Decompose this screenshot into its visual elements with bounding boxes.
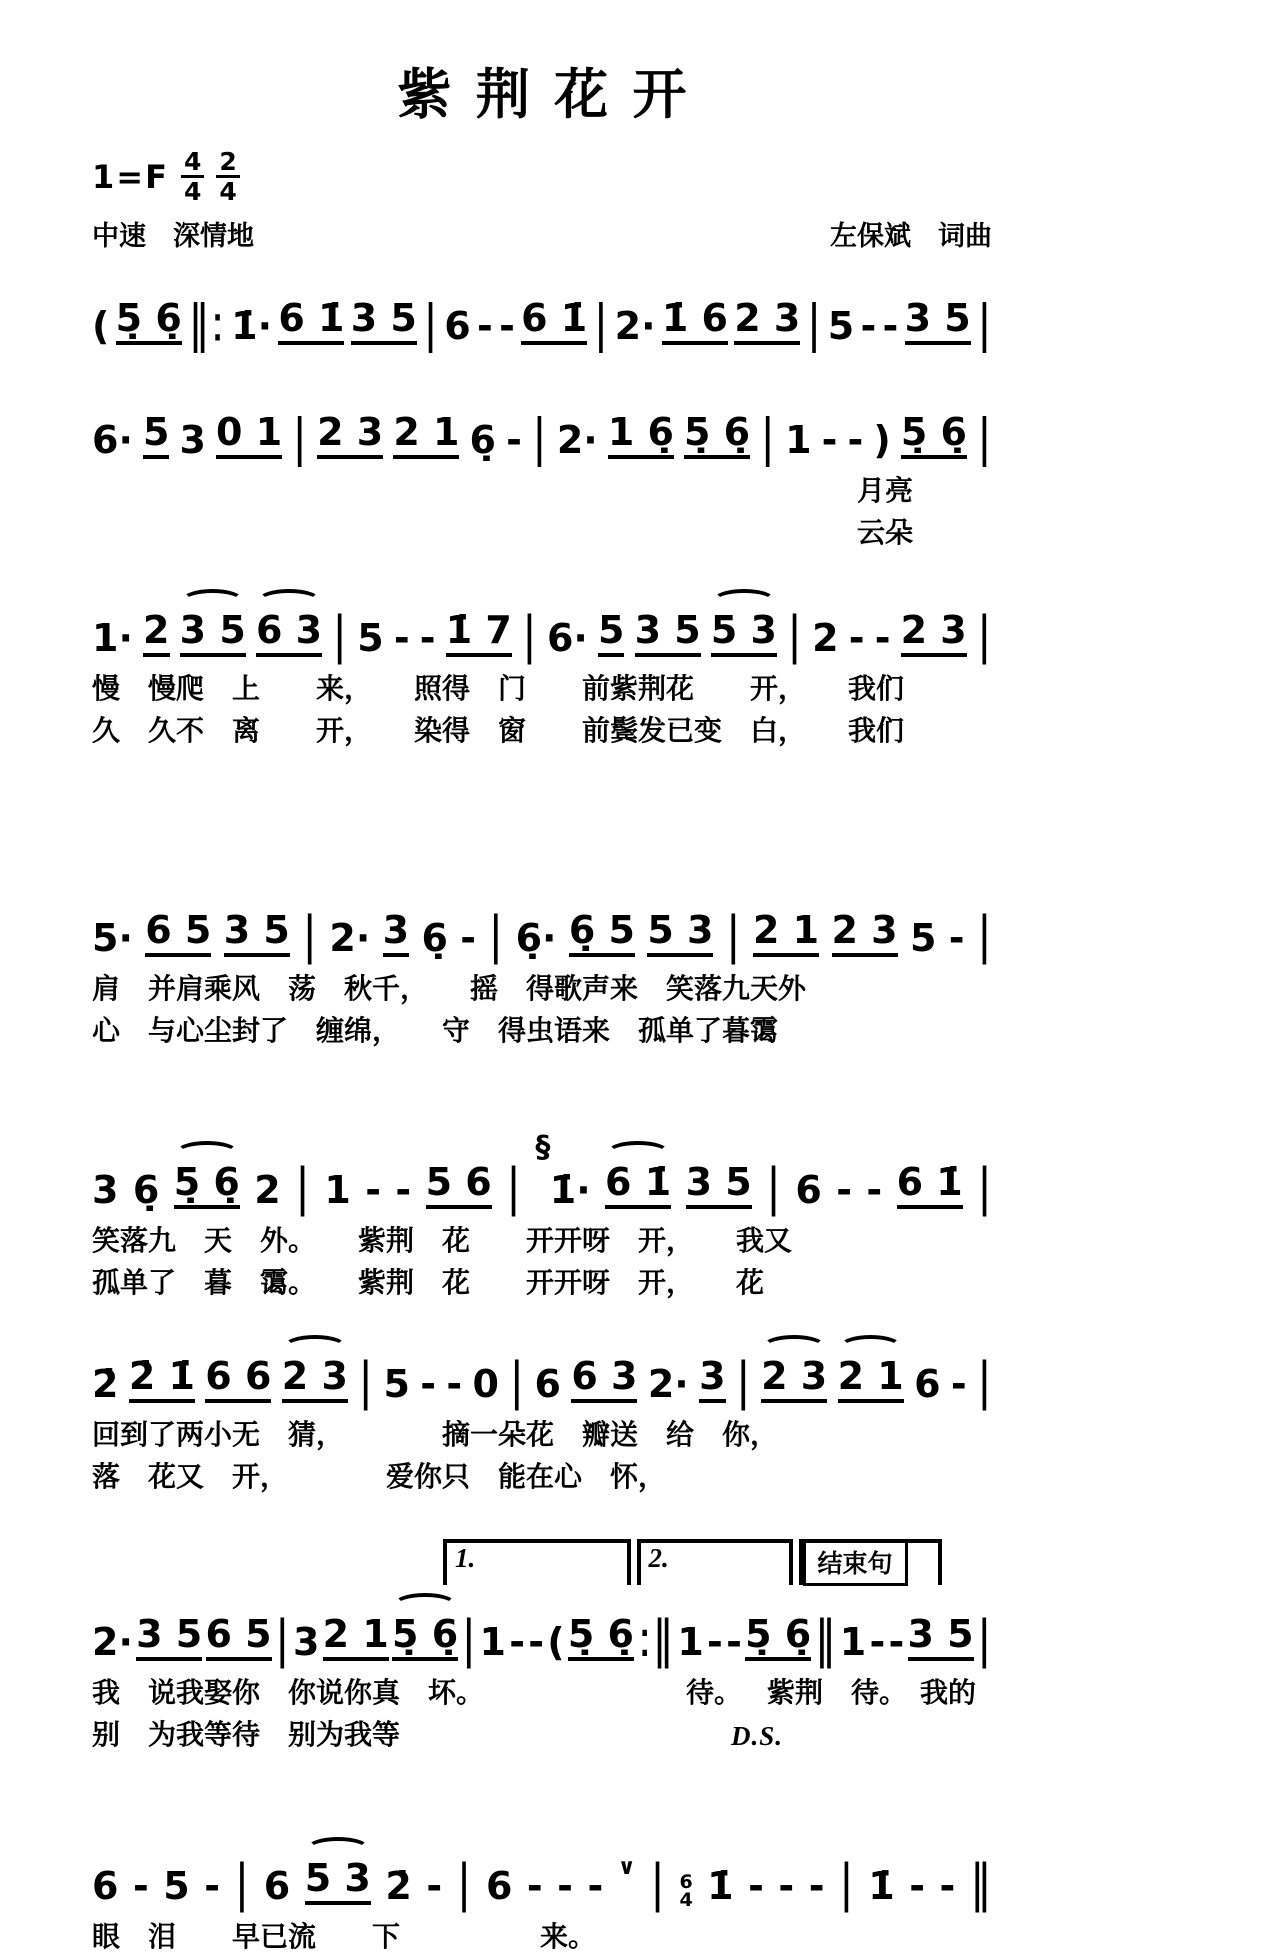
music-token: -: [882, 304, 899, 348]
music-token: -: [528, 1620, 545, 1664]
time-signature-1: [181, 149, 204, 204]
lyric-text: 笑落九 天 外。 紫荆 花 开开呀 开， 我又: [92, 1226, 793, 1257]
barline: |: [787, 606, 802, 665]
music-token: 1̇·: [549, 1168, 591, 1212]
volta-label: 2.: [648, 1543, 669, 1573]
music-token: 2 1: [838, 1357, 904, 1403]
music-token: 1: [479, 1620, 506, 1664]
music-token: 2: [812, 616, 839, 660]
music-token: 2 3: [832, 911, 898, 957]
music-token: 5: [143, 413, 169, 459]
music-token: 0: [472, 1362, 499, 1406]
music-line: [92, 269, 992, 357]
lyric-row: [92, 1011, 992, 1053]
music-system: [92, 383, 992, 555]
music-token: 6̣: [469, 418, 496, 462]
music-token: 3: [699, 1357, 725, 1403]
lyric-row: [92, 513, 992, 555]
lyric-row: [92, 669, 992, 711]
music-token: 2 1: [323, 1615, 389, 1661]
meter-change: 6 4: [679, 1870, 693, 1911]
music-token: 5 3: [711, 611, 777, 657]
barline: |: [509, 1352, 525, 1411]
music-token: 6̣: [132, 1168, 160, 1212]
music-token: 5 3: [305, 1859, 371, 1905]
music-token: 3 5: [908, 1615, 974, 1661]
barline: ‖:: [188, 294, 225, 353]
barline: |: [302, 906, 318, 965]
music-token: 6: [92, 1864, 119, 1908]
music-token: 2: [143, 611, 169, 657]
music-token: -: [420, 1362, 437, 1406]
music-token: -: [426, 1864, 443, 1908]
music-token: 6 1̇: [605, 1163, 671, 1209]
lyric-row: [92, 969, 992, 1011]
barline: |: [735, 1352, 751, 1411]
music-token: -: [869, 1620, 886, 1664]
music-token: 2 3: [282, 1357, 348, 1403]
music-token: 2̇: [385, 1864, 412, 1908]
key-signature-row: [92, 149, 992, 204]
barline: |: [488, 906, 504, 965]
barline: |: [423, 294, 438, 353]
barline: |: [977, 408, 992, 467]
lyric-text: 云朵: [857, 518, 914, 549]
music-token: 6 1̇: [521, 299, 587, 345]
music-token: -: [874, 616, 891, 660]
barline: |: [521, 606, 537, 665]
music-token: 3: [383, 911, 409, 957]
music-token: 5 3: [647, 911, 713, 957]
music-token: 5: [357, 616, 384, 660]
music-token: 5̣ 6̣: [392, 1615, 458, 1661]
music-token: 5: [383, 1362, 410, 1406]
barline: |: [976, 606, 992, 665]
music-token: -: [587, 1864, 604, 1908]
music-token: -: [477, 304, 493, 348]
music-token: 6: [444, 304, 471, 348]
music-token: -: [939, 1864, 956, 1908]
music-token: 2 1: [753, 911, 819, 957]
music-token: 2 3: [761, 1357, 827, 1403]
music-token: 5̣ 6̣: [901, 413, 967, 459]
music-token: 2̇ 1̇: [129, 1357, 195, 1403]
barline: |: [806, 294, 822, 353]
music-token: -: [446, 1362, 463, 1406]
music-token: -: [393, 616, 410, 660]
music-line: [92, 1585, 992, 1673]
volta-bracket: [443, 1539, 631, 1585]
music-token: 2: [254, 1168, 281, 1212]
music-token: 5̣ 6̣: [116, 299, 182, 345]
music-line: [92, 581, 992, 669]
breath-mark: ∨: [617, 1855, 636, 1880]
lyric-text: 久 久不 离 开， 染得 窗 前鬓发已变 白， 我们: [92, 716, 905, 747]
music-system: [92, 1130, 992, 1305]
music-token: 1 6̣: [608, 413, 674, 459]
lyric-row: [92, 711, 992, 753]
music-system: [92, 881, 992, 1053]
music-token: 6: [795, 1168, 822, 1212]
lyric-text: 回到了两小无 猜， 摘一朵花 瓣送 给 你，: [92, 1420, 779, 1451]
lyric-text: 落 花又 开， 爱你只 能在心 怀，: [92, 1462, 667, 1493]
music-token: -: [132, 1864, 149, 1908]
music-token: 3 5: [224, 911, 290, 957]
music-token: 3 5: [905, 299, 971, 345]
barline: |: [977, 1158, 992, 1217]
volta-label: 结束句: [803, 1543, 908, 1586]
music-token: 6̣ 5: [569, 911, 635, 957]
barline: |: [531, 408, 547, 467]
music-token: 2·: [647, 1362, 689, 1406]
music-token: 3 5: [635, 611, 701, 657]
music-token: 2 1: [393, 413, 459, 459]
music-token: 2̇: [92, 1362, 119, 1406]
music-token: 3 5: [136, 1615, 202, 1661]
volta-bracket: [799, 1539, 942, 1585]
lyric-row: [92, 1715, 992, 1757]
lyric-text: 我 说我娶你 你说你真 坏。: [92, 1678, 485, 1709]
lyric-text: 慢 慢爬 上 来， 照得 门 前紫荆花 开， 我们: [92, 674, 905, 705]
music-token: 5: [163, 1864, 190, 1908]
barline: |: [593, 294, 609, 353]
music-token: -: [888, 1620, 905, 1664]
music-token: 5: [827, 304, 855, 348]
music-token: -: [866, 1168, 883, 1212]
music-token: 6 3: [256, 611, 322, 657]
music-token: -: [506, 418, 522, 462]
music-line: 3 6̣ 5̣ 6̣ 2 | 1 - - 5 6 | § 1̇· 6 1̇ 3 5 | 6 - - 6 1̇ |: [92, 1130, 992, 1217]
tempo-credit-row: [92, 214, 992, 253]
time-signature-2-numerator: 2: [216, 149, 239, 178]
music-token: 3: [292, 1620, 320, 1664]
music-system: [92, 269, 992, 357]
music-token: 3: [179, 418, 206, 462]
music-token: 6 3: [571, 1357, 637, 1403]
music-token: 1: [677, 1620, 704, 1664]
music-token: -: [707, 1620, 723, 1664]
barline: ‖: [969, 1854, 992, 1913]
music-line: [92, 1327, 992, 1415]
music-token: -: [365, 1168, 381, 1212]
music-token: -: [808, 1864, 825, 1908]
lyric-text: 肩 并肩乘风 荡 秋千， 摇 得歌声来 笑落九天外: [92, 974, 807, 1005]
barline: |: [358, 1352, 374, 1411]
music-token: 1: [324, 1168, 351, 1212]
music-token: 1·: [92, 616, 133, 660]
music-token: -: [860, 304, 877, 348]
barline: |: [234, 1854, 250, 1913]
music-token: 1̇: [868, 1864, 895, 1908]
time-signature-2: [216, 149, 239, 204]
tempo-marking: 中速 深情地: [92, 221, 254, 251]
music-token: 5̣ 6̣: [745, 1615, 811, 1661]
music-token: 5: [909, 916, 937, 960]
music-system: [92, 1829, 992, 1959]
barline: |: [976, 1610, 992, 1669]
music-token: -: [748, 1864, 764, 1908]
barline: |: [760, 408, 776, 467]
music-token: 2 3: [734, 299, 800, 345]
key-signature: 1=F: [92, 157, 169, 196]
music-line: [92, 1829, 992, 1917]
lyric-text: 月亮: [857, 476, 914, 507]
music-token: 2·: [556, 418, 598, 462]
composer-credit: 左保斌 词曲: [830, 221, 992, 251]
music-token: 1: [839, 1620, 867, 1664]
barline: |: [838, 1854, 854, 1913]
music-token: 6̣·: [515, 916, 557, 960]
music-token: -: [948, 916, 965, 960]
song-title: 紫荆花开: [397, 65, 711, 125]
music-token: 6: [485, 1864, 513, 1908]
music-token: -: [836, 1168, 852, 1212]
music-token: 5 6: [426, 1163, 492, 1209]
music-token: 5: [598, 611, 624, 657]
lyric-row: [92, 471, 992, 513]
music-token: -: [395, 1168, 412, 1212]
music-token: 6·: [546, 616, 588, 660]
music-token: 5·: [92, 916, 133, 960]
barline: |: [725, 906, 741, 965]
volta-label: 1.: [455, 1543, 476, 1573]
music-token: 6 5: [145, 911, 211, 957]
score-content: [92, 0, 992, 1959]
music-token: -: [726, 1620, 742, 1664]
music-token: 3: [92, 1168, 119, 1212]
music-token: -: [909, 1864, 926, 1908]
music-token: ): [873, 418, 891, 462]
music-token: 5̣ 6̣: [174, 1163, 240, 1209]
barline: |: [506, 1158, 521, 1217]
music-token: 2·: [614, 304, 656, 348]
lyric-text: 我的: [920, 1678, 977, 1709]
music-system: [92, 1539, 992, 1757]
lyric-row: [92, 1221, 992, 1263]
barline: |: [274, 1610, 290, 1669]
music-token: 6 6: [205, 1357, 271, 1403]
lyric-text: 眼 泪 早已流 下 来。: [92, 1922, 597, 1953]
score: [92, 269, 992, 1959]
music-token: 1̇ 6: [662, 299, 728, 345]
music-token: -: [847, 418, 864, 462]
lyric-row: [92, 1917, 992, 1959]
music-token: 5̣ 6̣: [684, 413, 750, 459]
music-token: 6: [263, 1864, 291, 1908]
music-token: -: [557, 1864, 573, 1908]
barline: |: [977, 1352, 992, 1411]
volta-row: [92, 1539, 992, 1585]
lyric-text: 心 与心尘封了 缠绵， 守 得虫语来 孤单了暮霭: [92, 1016, 779, 1047]
barline: |: [976, 906, 992, 965]
music-token: 2·: [92, 1620, 133, 1664]
volta-bracket: [637, 1539, 794, 1585]
time-signature-1-denominator: 4: [183, 177, 202, 206]
music-token: 1̇ 7: [446, 611, 512, 657]
barline: |: [295, 1158, 310, 1217]
music-token: -: [821, 418, 838, 462]
music-token: 3 5: [351, 299, 417, 345]
music-token: -: [419, 616, 436, 660]
lyric-text: 待。: [686, 1678, 743, 1709]
music-token: 3 5: [686, 1163, 752, 1209]
barline: :‖: [637, 1610, 675, 1669]
lyric-row: [92, 1673, 992, 1715]
lyric-row: [92, 1415, 992, 1457]
music-token: 2 3: [317, 413, 383, 459]
music-token: 1̇·: [231, 304, 273, 348]
music-token: (: [547, 1620, 565, 1664]
music-line: [92, 383, 992, 471]
music-token: 1: [785, 418, 812, 462]
music-line: [92, 881, 992, 969]
music-token: 6: [534, 1362, 561, 1406]
barline: |: [977, 294, 992, 353]
barline: ‖: [814, 1610, 837, 1669]
barline: |: [456, 1854, 472, 1913]
barline: |: [332, 606, 348, 665]
time-signature-1-numerator: 4: [181, 149, 204, 178]
music-token: -: [950, 1362, 967, 1406]
music-token: 5̣ 6̣: [568, 1615, 634, 1661]
lyric-row: [92, 1263, 992, 1305]
music-system: [92, 1327, 992, 1499]
music-token: -: [778, 1864, 795, 1908]
music-token: -: [526, 1864, 543, 1908]
barline: |: [766, 1158, 781, 1217]
music-token: 0 1: [216, 413, 282, 459]
music-system: [92, 581, 992, 753]
music-token: -: [499, 304, 515, 348]
music-token: 2·: [329, 916, 371, 960]
music-token: 6̣: [421, 916, 448, 960]
music-token: 3 5: [180, 611, 246, 657]
music-token: 6 1̇: [897, 1163, 963, 1209]
music-token: -: [509, 1620, 525, 1664]
music-token: 2 3: [901, 611, 967, 657]
lyric-text: 紫荆 待。: [767, 1678, 908, 1709]
barline: |: [650, 1854, 665, 1913]
time-signature-2-denominator: 4: [219, 177, 237, 206]
music-token: -: [204, 1864, 220, 1908]
music-token: -: [848, 616, 865, 660]
music-token: (: [92, 304, 110, 348]
dal-segno-mark: D.S.: [731, 1721, 784, 1751]
music-token: 6 5: [206, 1615, 272, 1661]
barline: |: [461, 1610, 477, 1669]
music-token: -: [460, 916, 477, 960]
music-token: 6: [914, 1362, 941, 1406]
music-token: 1̇: [707, 1864, 734, 1908]
lyric-text: 孤单了 暮 霭。 紫荆 花 开开呀 开， 花: [92, 1268, 765, 1299]
lyric-row: [92, 1457, 992, 1499]
music-token: 6·: [92, 418, 133, 462]
lyric-text: 别 为我等待 别为我等: [92, 1720, 401, 1751]
music-token: 6 1̇: [278, 299, 344, 345]
barline: |: [292, 408, 308, 467]
